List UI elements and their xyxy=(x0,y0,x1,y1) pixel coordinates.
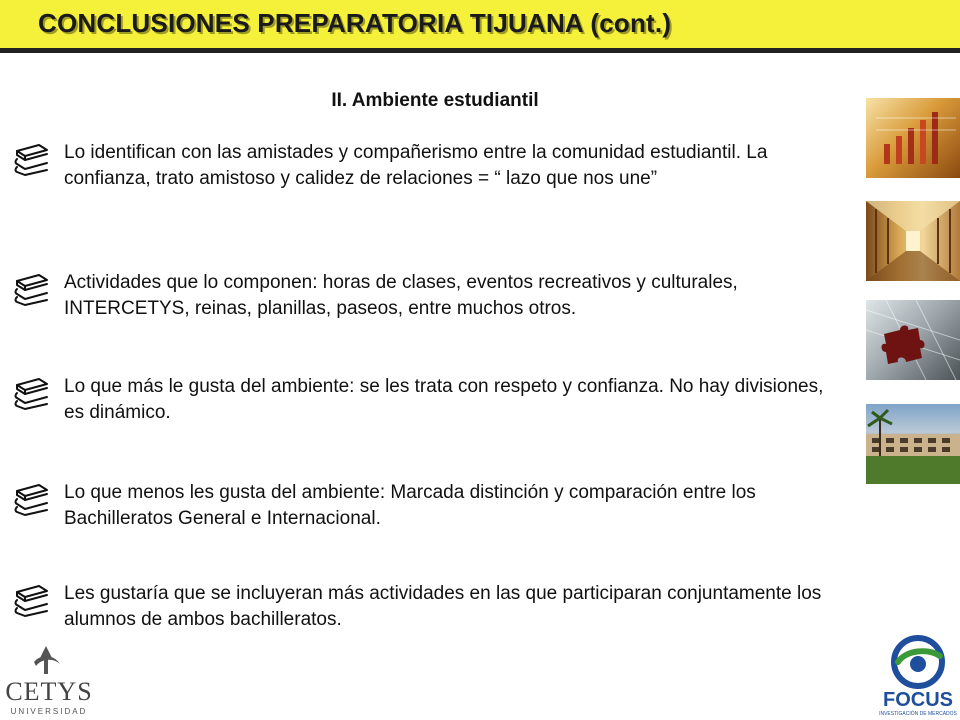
bullet-text: Les gustaría que se incluyeran más actividades en las que participaran conjuntamente los alumnos de ambos bachilleratos. xyxy=(64,583,822,630)
svg-text:UNIVERSIDAD: UNIVERSIDAD xyxy=(10,707,88,716)
svg-text:FOCUS: FOCUS xyxy=(883,689,953,711)
books-icon xyxy=(12,142,52,176)
slide-title: CONCLUSIONES PREPARATORIA TIJUANA (cont.) xyxy=(38,8,672,38)
puzzle-photo xyxy=(866,300,960,380)
books-icon xyxy=(12,583,52,617)
books-icon xyxy=(12,376,52,410)
bullet-text: Actividades que lo componen: horas de clases, eventos recreativos y culturales, INTERCETYS, reinas, planillas, paseos, entre muchos otros. xyxy=(64,272,738,319)
bar-chart-photo xyxy=(866,98,960,178)
hallway-photo xyxy=(866,201,960,281)
bullet-text: Lo que más le gusta del ambiente: se les trata con respeto y confianza. No hay divisiones, es dinámico. xyxy=(64,376,824,423)
cetys-logo xyxy=(4,644,94,718)
svg-text:INVESTIGACIÓN DE MERCADOS: INVESTIGACIÓN DE MERCADOS xyxy=(879,711,957,717)
section-heading: II. Ambiente estudiantil xyxy=(331,90,539,111)
bullet-text: Lo identifican con las amistades y compañerismo entre la comunidad estudiantil. La confianza, trato amistoso y calidez de relaciones = “ lazo que nos une” xyxy=(64,142,768,189)
campus-photo xyxy=(866,404,960,484)
bullet-text: Lo que menos les gusta del ambiente: Marcada distinción y comparación entre los Bachilleratos General e Internacional. xyxy=(64,482,756,529)
focus-logo xyxy=(876,632,960,718)
books-icon xyxy=(12,482,52,516)
svg-text:CETYS: CETYS xyxy=(5,677,93,706)
books-icon xyxy=(12,272,52,306)
title-rule xyxy=(0,48,960,53)
